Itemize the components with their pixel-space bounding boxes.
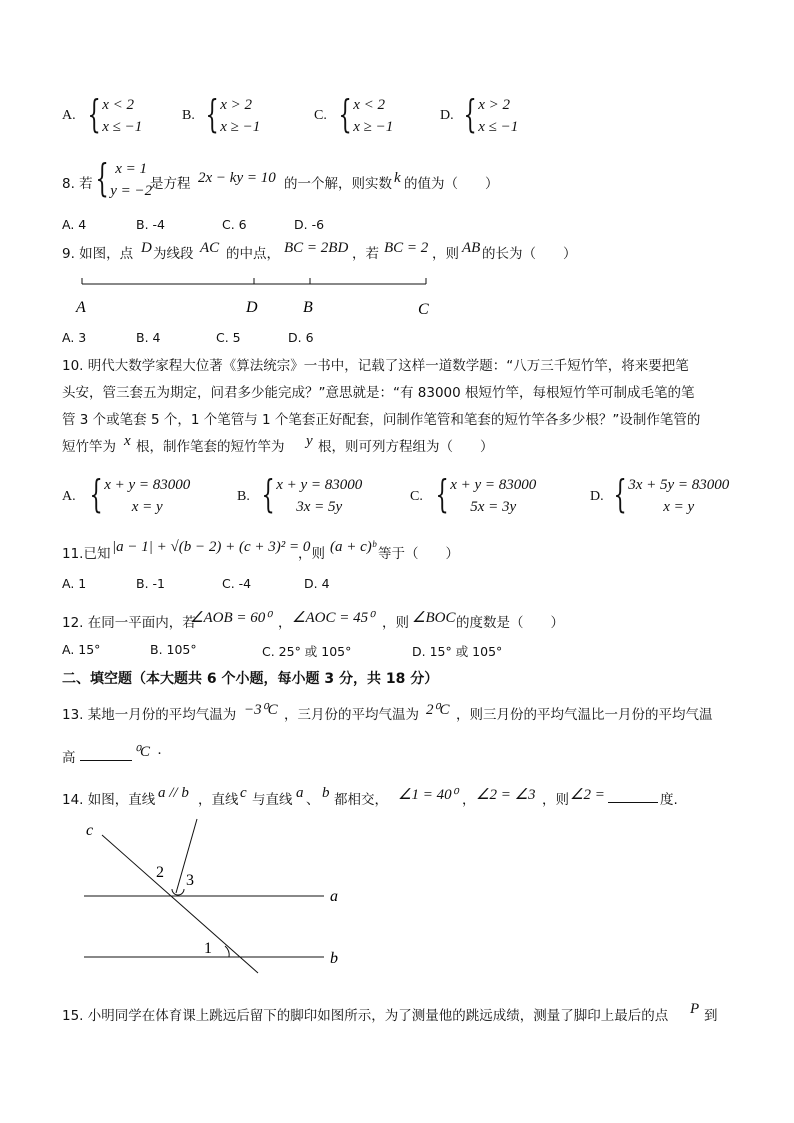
brace-icon: {: [338, 92, 352, 136]
q12-t1: 12. 在同一平面内，若: [62, 615, 196, 631]
brace-icon: {: [613, 472, 627, 516]
q8-eq1: x = 1: [115, 161, 148, 177]
q8-suffix1: 的一个解，则实数: [284, 176, 392, 192]
q9-choice-a: A. 3: [62, 330, 87, 345]
q11-prefix: 11.已知: [62, 546, 111, 562]
brace-icon: {: [95, 156, 109, 200]
q10-d-eq2: x = y: [663, 499, 695, 515]
q8-suffix2: 的值为（ ）: [404, 176, 499, 192]
q7-c-eq2: x ≥ −1: [353, 119, 394, 135]
q14-t3: 与直线: [252, 792, 293, 808]
q14-parallel-lines-diagram: [80, 815, 360, 985]
q12-choice-c: C. 25° 或 105°: [262, 644, 352, 659]
q11-suffix: 等于（ ）: [378, 546, 459, 562]
q14-m1: a // b: [158, 785, 189, 801]
q10-option-d-system: [608, 474, 729, 518]
q8-mid: 是方程: [150, 176, 191, 192]
q12-m1: ∠AOB = 60⁰: [190, 610, 272, 626]
q13-end: .: [158, 742, 162, 758]
q7-b-eq1: x > 2: [220, 97, 252, 113]
q14-m4: b: [322, 785, 330, 801]
q14-m6: ∠2 = ∠3: [476, 787, 536, 803]
line-c: [102, 835, 258, 973]
q14-t4: 、: [306, 792, 320, 808]
q10-option-b-label: B.: [237, 489, 250, 504]
q10-option-c-system: [430, 474, 536, 518]
q11-expression: |a − 1| + √(b − 2) + (c + 3)² = 0: [112, 539, 311, 555]
q10-option-a-label: A.: [62, 489, 76, 504]
q14-answer-blank[interactable]: [608, 790, 658, 803]
q7-c-eq1: x < 2: [353, 97, 385, 113]
q14-m7: ∠2 =: [570, 787, 605, 803]
q8-system: [90, 158, 152, 202]
q8-choice-d: D. -6: [294, 217, 325, 232]
brace-icon: {: [89, 472, 103, 516]
q9-m2: AC: [200, 240, 220, 256]
q10-line4a: 短竹竿为: [62, 439, 116, 455]
q9-choice-c: C. 5: [216, 330, 241, 345]
q10-d-eq1: 3x + 5y = 83000: [628, 477, 730, 493]
q7-b-eq2: x ≥ −1: [220, 119, 261, 135]
q9-t3: 的中点，: [226, 246, 280, 262]
q7-option-b-label: B.: [182, 108, 195, 123]
q10-line2: 头安，管三套五为期定，问君多少能完成？”意思就是：“有 83000 根短竹竿，每根短竹竿可制成毛笔的笔: [62, 385, 695, 401]
q9-t2: 为线段: [153, 246, 194, 262]
brace-icon: {: [205, 92, 219, 136]
angle-arc-1: [225, 946, 229, 957]
q13-unit: ⁰C: [134, 744, 151, 760]
q10-line4c: 根，则可列方程组为（ ）: [318, 439, 494, 455]
brace-icon: {: [463, 92, 477, 136]
q10-line4y: y: [306, 433, 313, 449]
q9-t4: ，若: [352, 246, 379, 262]
q15-t1: 15. 小明同学在体育课上跳远后留下的脚印如图所示，为了测量他的跳远成绩，测量了脚印上最后的点: [62, 1008, 669, 1024]
q9-m3: BC = 2BD: [284, 240, 349, 256]
q10-line4x: x: [124, 433, 131, 449]
q9-t1: 9. 如图，点: [62, 246, 134, 262]
q13-t2: ，三月份的平均气温为: [284, 707, 419, 723]
q12-t2: ，: [278, 615, 292, 631]
q12-m3: ∠BOC: [412, 610, 456, 626]
q7-option-b-system: [200, 94, 260, 138]
q9-choice-d: D. 6: [288, 330, 314, 345]
q11-expression2: (a + c)ᵇ: [330, 539, 376, 555]
q9-t6: 的长为（ ）: [482, 246, 577, 262]
q7-option-a-label: A.: [62, 108, 76, 123]
q15-t2: 到: [704, 1008, 718, 1024]
q8-eq2: y = −2: [110, 183, 153, 199]
section-2-heading: 二、填空题（本大题共 6 个小题，每小题 3 分，共 18 分）: [62, 671, 439, 687]
q10-c-eq2: 5x = 3y: [470, 499, 517, 515]
q10-a-eq2: x = y: [131, 499, 163, 515]
label-angle-2: 2: [156, 864, 164, 881]
q7-option-a-system: [82, 94, 142, 138]
q10-option-d-label: D.: [590, 489, 604, 504]
q7-a-eq2: x ≤ −1: [102, 119, 143, 135]
q8-choice-c: C. 6: [222, 217, 247, 232]
q13-t4: 高: [62, 750, 76, 766]
q14-t6: ，: [462, 792, 476, 808]
q7-option-d-system: [458, 94, 518, 138]
q10-line1: 10. 明代大数学家程大位著《算法统宗》一书中，记载了这样一道数学题：“八万三千短竹竿，将来要把笔: [62, 358, 689, 374]
q12-choice-b: B. 105°: [150, 642, 197, 657]
label-b: b: [330, 950, 338, 967]
q10-option-c-label: C.: [410, 489, 423, 504]
q10-c-eq1: x + y = 83000: [450, 477, 537, 493]
q8-choice-b: B. -4: [136, 217, 165, 232]
q12-choice-d: D. 15° 或 105°: [412, 644, 503, 659]
point-label-b: B: [303, 299, 313, 316]
q11-choice-a: A. 1: [62, 576, 87, 591]
q7-option-c-label: C.: [314, 108, 327, 123]
label-a: a: [330, 888, 338, 905]
q14-t2: ，直线: [198, 792, 239, 808]
q12-choice-a: A. 15°: [62, 642, 101, 657]
brace-icon: {: [435, 472, 449, 516]
q14-t5: 都相交，: [334, 792, 388, 808]
q7-d-eq2: x ≤ −1: [478, 119, 519, 135]
q14-t1: 14. 如图，直线: [62, 792, 156, 808]
q9-segment-diagram: [70, 272, 450, 322]
angle-arc-2-3: [172, 889, 184, 895]
q10-b-eq2: 3x = 5y: [296, 499, 343, 515]
q12-m2: ∠AOC = 45⁰: [292, 610, 375, 626]
q12-t4: 的度数是（ ）: [456, 615, 564, 631]
q14-t7: ，则: [542, 792, 569, 808]
point-label-d: D: [246, 299, 258, 316]
q13-m2: 2⁰C: [426, 702, 450, 718]
q14-t8: 度.: [660, 792, 678, 808]
q11-choice-d: D. 4: [304, 576, 330, 591]
q9-t5: ，则: [432, 246, 459, 262]
q11-choice-b: B. -1: [136, 576, 165, 591]
point-label-a: A: [76, 299, 86, 316]
brace-icon: {: [261, 472, 275, 516]
q10-line3: 管 3 个或笔套 5 个，1 个笔管与 1 个笔套正好配套，问制作笔管和笔套的短竹竿各多少根？”设制作笔管的: [62, 412, 701, 428]
q9-m5: AB: [462, 240, 481, 256]
q7-option-d-label: D.: [440, 108, 454, 123]
q14-m2: c: [240, 785, 247, 801]
q11-choice-c: C. -4: [222, 576, 252, 591]
q12-t3: ，则: [382, 615, 409, 631]
q14-m5: ∠1 = 40⁰: [398, 787, 458, 803]
q7-option-c-system: [333, 94, 393, 138]
q8-prefix: 8. 若: [62, 176, 93, 192]
q9-m1: D: [141, 240, 152, 256]
q7-d-eq1: x > 2: [478, 97, 510, 113]
point-label-c: C: [418, 301, 429, 318]
q10-option-a-system: [84, 474, 190, 518]
q9-choice-b: B. 4: [136, 330, 161, 345]
q8-choice-a: A. 4: [62, 217, 87, 232]
q7-a-eq1: x < 2: [102, 97, 134, 113]
label-c: c: [86, 822, 94, 839]
q13-m1: −3⁰C: [244, 702, 278, 718]
q13-t3: ，则三月份的平均气温比一月份的平均气温: [456, 707, 713, 723]
q10-line4b: 根，制作笔套的短竹竿为: [136, 439, 285, 455]
q9-m4: BC = 2: [384, 240, 429, 256]
q8-var: k: [394, 170, 401, 186]
brace-icon: {: [87, 92, 101, 136]
q11-mid: ，则: [298, 546, 325, 562]
q10-b-eq1: x + y = 83000: [276, 477, 363, 493]
label-angle-1: 1: [204, 940, 212, 957]
q10-a-eq1: x + y = 83000: [104, 477, 191, 493]
q13-answer-blank[interactable]: [80, 748, 132, 761]
q10-option-b-system: [256, 474, 362, 518]
label-angle-3: 3: [186, 872, 194, 889]
q8-equation: 2x − ky = 10: [198, 170, 276, 186]
q14-m3: a: [296, 785, 304, 801]
q13-t1: 13. 某地一月份的平均气温为: [62, 707, 237, 723]
q15-m1: P: [690, 1001, 700, 1017]
